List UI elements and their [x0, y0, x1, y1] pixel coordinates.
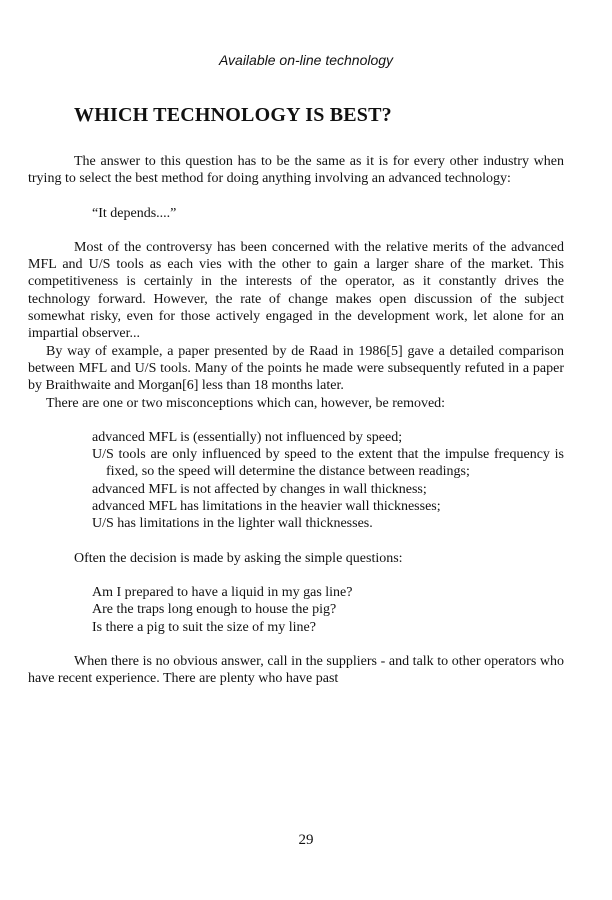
misconception-list [28, 429, 564, 533]
paragraph-closing: When there is no obvious answer, call in the suppliers - and talk to other operators who have recent experience. There are plenty who have past [28, 653, 564, 687]
running-head: Available on-line technology [218, 52, 394, 68]
list-item: advanced MFL is not affected by changes in wall thickness; [92, 481, 427, 497]
paragraph-controversy: Most of the controversy has been concerned with the relative merits of the advanced MFL and U/S tools as each vies with the other to gain a larger share of the market. This competitiveness is certainly in the interests of the operator, as it constantly drives the technology forward. However, the rate of change makes open discussion of the subject somewhat risky, even for those actively engaged in the development work, let alone for an impartial observer... [28, 239, 564, 342]
list-item: U/S has limitations in the lighter wall thicknesses. [92, 516, 373, 532]
paragraph-misconceptions: There are one or two misconceptions which can, however, be removed: [46, 395, 446, 411]
list-item: advanced MFL is (essentially) not influenced by speed; [92, 429, 403, 445]
page-number: 29 [298, 832, 314, 848]
question-list [28, 584, 564, 636]
quote-it-depends: “It depends....” [92, 205, 177, 221]
body-text [28, 153, 564, 687]
list-item: advanced MFL has limitations in the heavier wall thicknesses; [92, 499, 441, 515]
list-item: Are the traps long enough to house the pig? [92, 602, 337, 618]
list-item: U/S tools are only influenced by speed to the extent that the impulse frequency is fixed, so the speed will determine the distance between readings; [92, 447, 564, 480]
paragraph-decision: Often the decision is made by asking the simple questions: [74, 550, 403, 566]
section-heading: WHICH TECHNOLOGY IS BEST? [74, 104, 392, 126]
paragraph-intro: The answer to this question has to be the same as it is for every other industry when trying to select the best method for doing anything involving an advanced technology: [28, 154, 564, 187]
list-item: Is there a pig to suit the size of my line? [92, 619, 316, 635]
paragraph-example: By way of example, a paper presented by de Raad in 1986[5] gave a detailed comparison between MFL and U/S tools. Many of the points he made were subsequently refuted in a paper by Braithwaite and Morgan[6] less than 18 months later. [28, 343, 564, 394]
list-item: Am I prepared to have a liquid in my gas line? [92, 584, 353, 600]
